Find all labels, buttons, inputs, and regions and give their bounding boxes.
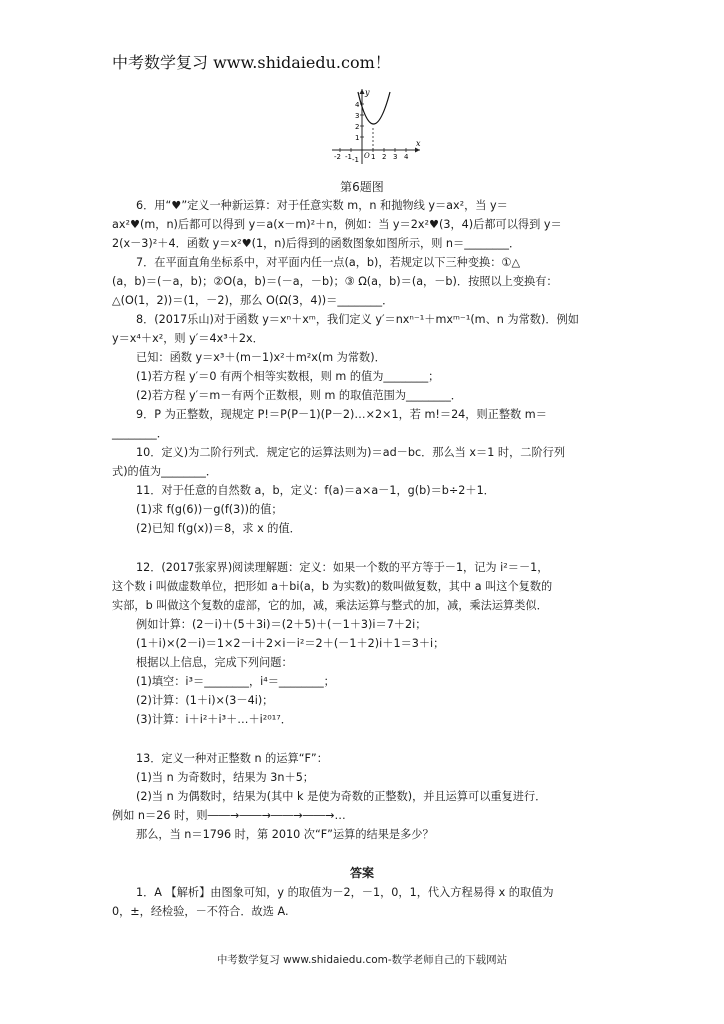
page-header: 中考数学复习 www.shidaiedu.com！ xyxy=(112,53,391,72)
x-tick-label: 1 xyxy=(371,153,376,161)
x-tick-label: 2 xyxy=(382,153,387,161)
text-line: 例如计算：(2－i)＋(5＋3i)＝(2＋5)＋(－1＋3)i＝7＋2i； xyxy=(136,618,427,631)
text-line: y＝x⁴＋x²，则 y′＝4x³＋2x． xyxy=(112,332,264,345)
text-line: ax²♥(m，n)后都可以得到 y＝a(x－m)²＋n，例如：当 y＝2x²♥(3，4)后都可以得到 y＝ xyxy=(112,218,562,231)
y-tick-label: 2 xyxy=(355,123,360,131)
text-line: 10．定义)为二阶行列式．规定它的运算法则为)＝ad－bc．那么当 x＝1 时，二阶行列 xyxy=(136,446,566,459)
answer-heading: 答案 xyxy=(349,866,374,880)
text-line: 7．在平面直角坐标系中，对平面内任一点(a，b)，若规定以下三种变换：①△ xyxy=(136,256,521,269)
x-axis-label: x xyxy=(416,139,421,148)
y-tick-label: 4 xyxy=(355,101,360,109)
text-line: 12．(2017张家界)阅读理解题：定义：如果一个数的平方等于－1，记为 i²＝－1， xyxy=(136,561,549,574)
text-line: (1)填空：i³＝________，i⁴＝________； xyxy=(136,675,335,688)
page-footer: 中考数学复习 www.shidaiedu.com-数学老师自己的下载网站 xyxy=(216,954,508,966)
y-axis-label: y xyxy=(365,88,370,97)
parabola-curve xyxy=(358,92,390,124)
text-line: 根据以上信息，完成下列问题： xyxy=(136,656,293,669)
text-line: 这个数 i 叫做虚数单位，把形如 a＋bi(a，b 为实数)的数叫做复数，其中 a 叫这个复数的 xyxy=(112,580,553,593)
y-tick-label: 3 xyxy=(355,112,360,120)
text-line: 实部，b 叫做这个复数的虚部，它的加，减，乘法运算与整式的加，减，乘法运算类似． xyxy=(112,599,548,612)
text-line: 已知：函数 y＝x³＋(m－1)x²＋m²x(m 为常数)． xyxy=(136,351,386,364)
text-line: 6．用“♥”定义一种新运算：对于任意实数 m，n 和抛物线 y＝ax²，当 y＝ xyxy=(136,199,508,212)
y-tick-label: -1 xyxy=(352,156,359,164)
text-line: (2)当 n 为偶数时，结果为(其中 k 是使为奇数的正整数)，并且运算可以重复进行． xyxy=(136,790,547,803)
x-axis-arrow xyxy=(415,148,420,153)
text-line: 2(x－3)²＋4．函数 y＝x²♥(1，n)后得到的函数图象如图所示，则 n＝________． xyxy=(112,237,521,250)
y-axis-arrow xyxy=(360,89,365,94)
text-line: (1)求 f(g(6))－g(f(3))的值； xyxy=(136,503,283,516)
figure-caption: 第6题图 xyxy=(340,180,384,194)
text-line: (2)计算：(1＋i)×(3－4i)； xyxy=(136,694,274,707)
x-tick-label: 3 xyxy=(393,153,398,161)
text-line: 9．P 为正整数，现规定 P!＝P(P－1)(P－2)…×2×1，若 m!＝24，则正整数 m＝ xyxy=(136,408,547,421)
text-line: (1＋i)×(2－i)＝1×2－i＋2×i－i²＝2＋(－1＋2)i＋1＝3＋i； xyxy=(136,637,445,650)
x-tick-label: -2 xyxy=(334,153,341,161)
text-line: ________． xyxy=(112,427,168,440)
text-line: 那么，当 n＝1796 时，第 2010 次“F”运算的结果是多少？ xyxy=(136,828,434,841)
problem-text xyxy=(112,196,632,844)
answer-line: 1．A 【解析】由图象可知，y 的取值为－2，－1，0，1，代入方程易得 x 的取值为 xyxy=(136,886,554,899)
text-line: (2)若方程 y′＝m－有两个正数根，则 m 的取值范围为________． xyxy=(136,389,462,402)
answer-line: 0，±，经检验，－不符合．故选 A. xyxy=(112,905,289,918)
origin-label: O xyxy=(364,152,370,160)
y-tick-label: 1 xyxy=(355,134,360,142)
text-line: △(O(1，2))＝(1，－2)，那么 O(Ω(3，4))＝________． xyxy=(112,294,394,307)
text-line: (a，b)＝(－a，b)；②O(a，b)＝(－a，－b)；③ Ω(a，b)＝(a，－b)．按照以上变换有： xyxy=(112,275,558,288)
function-graph-figure xyxy=(328,86,424,166)
text-line: (3)计算：i＋i²＋i³＋…＋i²⁰¹⁷． xyxy=(136,713,292,726)
text-line: 式)的值为________． xyxy=(112,465,218,478)
text-line: 例如 n＝26 时，则――→――→――→――→… xyxy=(112,809,346,822)
text-line: 8．(2017乐山)对于函数 y＝xⁿ＋xᵐ，我们定义 y′＝nxⁿ⁻¹＋mxᵐ⁻¹(m、n 为常数)．例如 xyxy=(136,313,579,326)
answer-text xyxy=(112,883,632,921)
text-line: 11．对于任意的自然数 a，b，定义：f(a)＝a×a－1，g(b)＝b÷2＋1． xyxy=(136,484,495,497)
text-line: 13．定义一种对正整数 n 的运算“F”： xyxy=(136,752,328,765)
text-line: (2)已知 f(g(x))＝8，求 x 的值． xyxy=(136,522,301,535)
text-line: (1)当 n 为奇数时，结果为 3n＋5； xyxy=(136,771,314,784)
text-line: (1)若方程 y′＝0 有两个相等实数根，则 m 的值为________； xyxy=(136,370,440,383)
x-tick-label: -1 xyxy=(345,153,352,161)
x-tick-label: 4 xyxy=(404,153,409,161)
